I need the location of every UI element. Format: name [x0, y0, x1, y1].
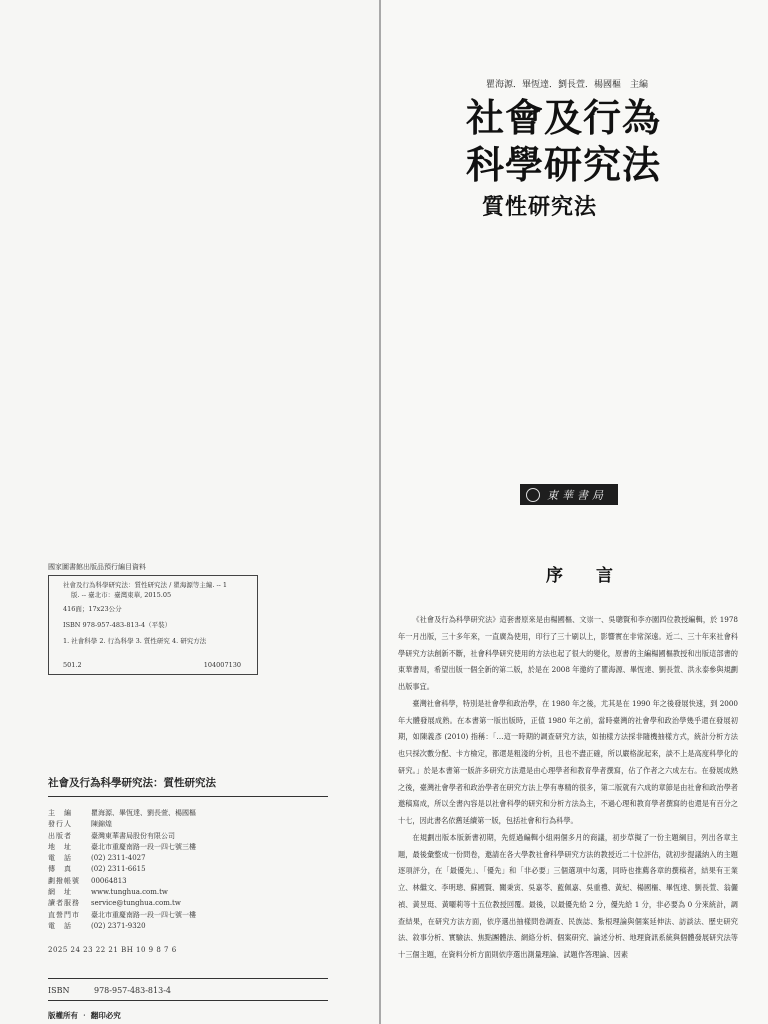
imprint-table	[48, 808, 196, 932]
isbn-bottom-rule	[48, 1000, 328, 1001]
imprint-key: 劃撥帳號	[48, 876, 80, 885]
publisher-seal-icon	[526, 488, 540, 502]
imprint-value: (02) 2311-6615	[91, 865, 146, 874]
preface-paragraph: 在規劃出版本版新書初期，先經過編輯小組兩個多月的商議，初步草擬了一份主題綱目，列出各章主題，最後彙整成一份問卷，邀請在各大學教社會科學研究方法的教授近二十位評估，就初步提議納入的主題逐項評分，在「最優先」、「優先」和「非必要」三個選項中勾選，同時也推薦各章的撰稿者，結果有王業立、林繼文、李明璁、蘇國賢、關秉寅、吳嘉苓、藍佩嘉、吳重禮、黃紀、楊國樞、畢恆達、劉長萱、翁儷禎、黃昱珽、黃囇莉等十五位教授回覆。最後，以最優先給 2 分，優先給 1 分，非必要為 0 分來統計，調查結果，在研究方法方面，依序選出抽樣問卷調查、民族誌、紮根理論與個案延伸法、訪談法、歷史研究法、敘事分析、實驗法、焦點團體法、網絡分析、個案研究、論述分析、地理資訊系統與個體發展研究法等十三個主題，在資料分析方面則依序選出測量理論、試題作答理論、因素	[398, 832, 738, 959]
cip-line-subjects: 1. 社會科學 2. 行為科學 3. 質性研究 4. 研究方法	[63, 637, 207, 645]
cip-footer	[63, 660, 241, 670]
isbn-value: 978-957-483-813-4	[94, 986, 171, 995]
imprint-key: 發行人	[48, 820, 72, 829]
imprint-key: 網 址	[48, 888, 72, 897]
cip-record-box	[48, 575, 258, 675]
preface-heading: 序 言	[546, 566, 621, 586]
imprint-value: 00064813	[91, 876, 127, 885]
imprint-row	[48, 831, 196, 842]
isbn-top-rule	[48, 978, 328, 979]
preface-body	[398, 612, 738, 964]
imprint-row	[48, 819, 196, 830]
isbn-row	[48, 986, 171, 995]
imprint-row	[48, 910, 196, 921]
imprint-value: 臺灣東華書局股份有限公司	[91, 831, 175, 840]
imprint-key: 電 話	[48, 921, 72, 930]
imprint-top-rule	[48, 796, 328, 797]
publisher-logo-text: 東華書局	[547, 488, 607, 502]
cip-line-isbn: ISBN 978-957-483-813-4（平裝）	[63, 621, 172, 629]
preface-paragraph: 臺灣社會科學，特別是社會學和政治學，在 1980 年之後，尤其是在 1990 年之後發展快速，到 2000 年大體發展成熟。在本書第一版出版時，正值 1980 年之前，當時臺灣的社會學和政治學幾乎還在發展初期，如陳義彥 (2010) 指稱：「…這一時期的調查研究方法，如抽樣方法採非隨機抽樣方式，統計分析方法也只採次數分配、卡方檢定，都還是粗淺的分析，且也不盡正確，所以嚴格說起來，談不上是高度科學化的研究。」於是本書第一版許多研究方法還是由心理學者和教育學者撰寫，佔了作者之六成左右。在發展成熟之後，臺灣社會學者和政治學者在研究方法上學有專精的很多，第二版就有六成的章節是由社會和政治學者邀稿寫成，所以全書內容是以社會科學的研究和分析方法為主，不過心理和教育學者撰寫的也還是有百分之十七，因此書名依舊延續第一版，包括社會和行為科學。	[398, 698, 738, 825]
imprint-value: (02) 2311-4027	[91, 854, 146, 863]
imprint-row	[48, 864, 196, 875]
imprint-value: www.tunghua.com.tw	[91, 888, 168, 897]
imprint-value: 臺北市重慶南路一段一四七號三樓	[91, 842, 196, 851]
imprint-value: 陳錦煌	[91, 820, 112, 829]
imprint-book-title: 社會及行為科學研究法：質性研究法	[48, 777, 216, 789]
cip-line-edition: 版. -- 臺北市：臺灣東華, 2015.05	[71, 591, 172, 599]
cover-title	[466, 95, 661, 189]
cip-line-pages: 416面；17x23公分	[63, 605, 122, 613]
imprint-value: 瞿海源、畢恆達、劉長萱、楊國樞	[91, 809, 196, 817]
imprint-row	[48, 921, 196, 932]
imprint-key: 直營門市	[48, 910, 80, 919]
imprint-value: 臺北市重慶南路一段一四七號一樓	[91, 910, 196, 919]
imprint-key: 電 話	[48, 854, 72, 863]
imprint-row	[48, 876, 196, 887]
imprint-row	[48, 898, 196, 909]
imprint-value: (02) 2371-9320	[91, 921, 146, 930]
imprint-row	[48, 887, 196, 898]
cip-line-title: 社會及行為科學研究法：質性研究法 / 瞿海源等主編. -- 1	[63, 581, 228, 589]
cip-header: 國家圖書館出版品預行編目資料	[48, 563, 146, 571]
print-line: 2025 24 23 22 21 BH 10 9 8 7 6	[48, 946, 177, 954]
imprint-key: 出版者	[48, 831, 72, 840]
imprint-value: service@tunghua.com.tw	[91, 899, 181, 908]
imprint-key: 主 編	[48, 809, 72, 817]
cover-title-line-1: 社會及行為	[466, 96, 662, 140]
cip-record-number: 104007130	[203, 661, 241, 669]
cover-title-line-2: 科學研究法	[466, 143, 662, 187]
cover-editors: 瞿海源．畢恆達．劉長萱．楊國樞 主編	[486, 80, 649, 90]
imprint-row	[48, 808, 196, 819]
rights-notice: 版權所有 ‧ 翻印必究	[48, 1011, 121, 1020]
cip-classification: 501.2	[63, 661, 82, 669]
imprint-row	[48, 853, 196, 864]
preface-paragraph: 《社會及行為科學研究法》這套書原來是由楊國樞、文崇一、吳聰賢和李亦園四位教授編輯，於 1978 年一月出版，三十多年來，一直廣為使用，印行了三十刷以上，影響實在非常深遠。近二、三十年來社會科學研究方法創新不斷，社會科學研究使用的方法也起了很大的變化，原書的主編楊國樞教授和出版這部書的東華書局，希望出版一個全新的第二版，於是在 2008 年邀約了瞿海源、畢恆達、劉長萱、洪永泰參與規劃出版事宜。	[398, 615, 738, 691]
imprint-row	[48, 842, 196, 853]
left-page	[0, 0, 379, 1024]
cover-subtitle: 質性研究法	[482, 195, 598, 220]
isbn-label: ISBN	[48, 986, 70, 995]
imprint-key: 傳 真	[48, 865, 72, 874]
imprint-key: 地 址	[48, 842, 72, 851]
imprint-key: 讀者服務	[48, 899, 80, 908]
publisher-logo	[520, 484, 618, 505]
